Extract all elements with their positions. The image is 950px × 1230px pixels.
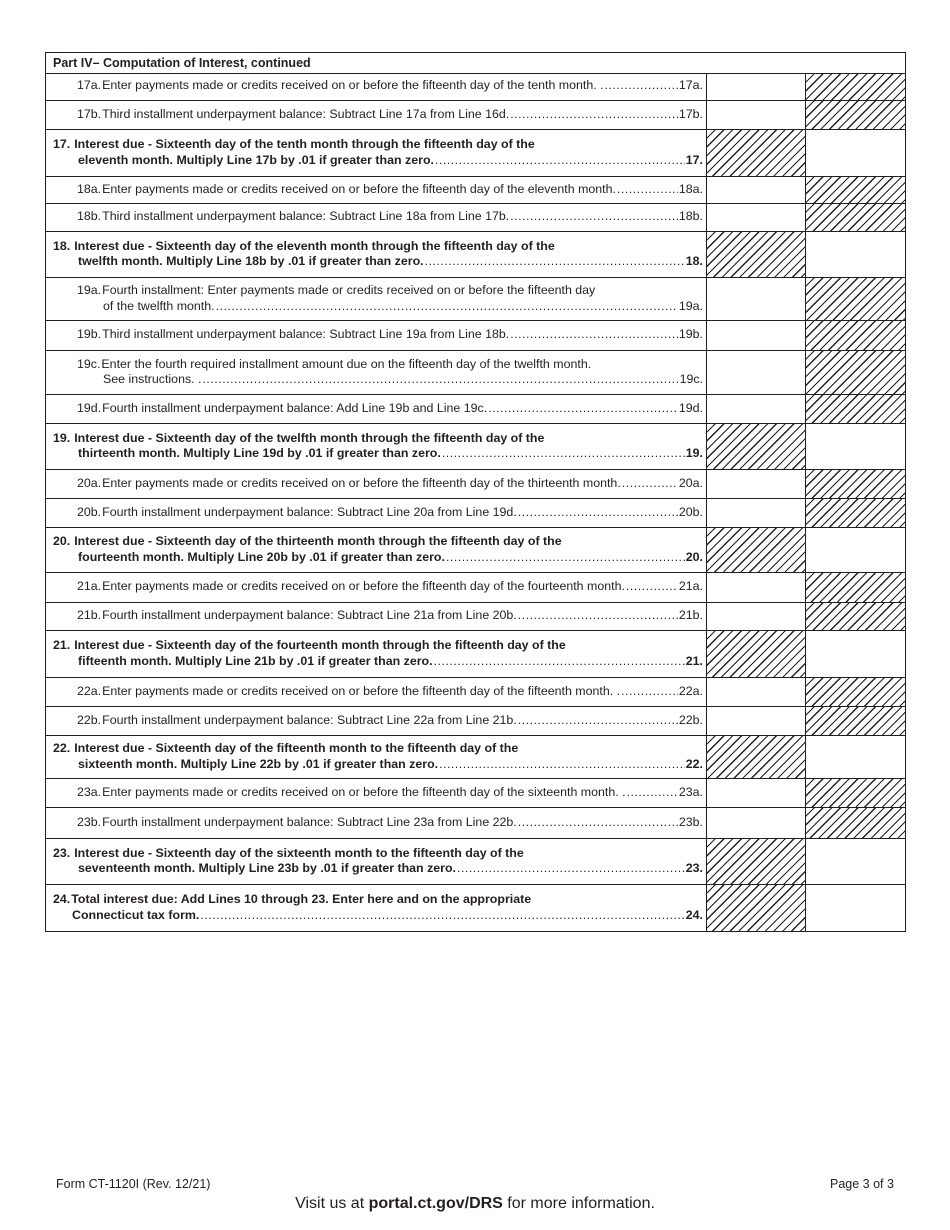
leader-dots <box>446 550 685 566</box>
line-row-21a <box>46 572 905 602</box>
line-reference: 20a. <box>678 475 703 490</box>
line-number: 17. <box>53 137 71 151</box>
line-row-23b <box>46 807 905 838</box>
leader-dots <box>622 476 678 492</box>
line-description <box>46 678 706 706</box>
line-number: 23a. <box>77 784 102 799</box>
leader-dots <box>200 908 684 924</box>
line-reference: 20. <box>685 549 703 564</box>
line-row-19d <box>46 394 905 423</box>
leader-dots <box>518 505 678 521</box>
line-text: seventeenth month. Multiply Line 23b by .01 if greater than zero. <box>78 861 456 875</box>
line-description <box>46 839 706 884</box>
line-number: 17a. <box>77 78 102 93</box>
shaded-cell <box>706 130 805 176</box>
line-number: 19a. <box>77 283 102 297</box>
line-number: 18a. <box>77 181 102 196</box>
line-number: 23. <box>53 845 71 860</box>
leader-dots <box>617 182 678 198</box>
leader-dots <box>518 815 678 831</box>
line-text: Fourth installment underpayment balance: Subtract Line 22a from Line 21b. <box>102 712 517 727</box>
line-row-18a <box>46 176 905 203</box>
shaded-cell <box>805 808 905 838</box>
line-description <box>46 631 706 677</box>
amount-field-17b[interactable] <box>706 101 805 129</box>
leader-dots <box>216 299 678 315</box>
line-row-23 <box>46 838 905 884</box>
line-text: Fourth installment underpayment balance: Subtract Line 23a from Line 22b. <box>102 814 517 829</box>
line-row-22b <box>46 706 905 735</box>
line-description <box>46 573 706 602</box>
line-text: Total interest due: Add Lines 10 through 23. Enter here and on the appropriate <box>71 892 532 906</box>
line-reference: 23b. <box>678 814 703 829</box>
line-reference: 19d. <box>678 400 703 415</box>
line-description <box>46 470 706 498</box>
line-text: of the twelfth month. <box>103 298 215 313</box>
amount-field-19[interactable] <box>805 424 905 469</box>
amount-field-23a[interactable] <box>706 779 805 807</box>
line-row-17 <box>46 129 905 176</box>
line-reference: 21a. <box>678 579 703 594</box>
shaded-cell <box>805 74 905 100</box>
line-row-21b <box>46 602 905 630</box>
line-description <box>46 528 706 572</box>
line-description <box>46 499 706 527</box>
line-description <box>46 424 706 469</box>
shaded-cell <box>805 351 905 394</box>
amount-field-23[interactable] <box>805 839 905 884</box>
line-text: Interest due - Sixteenth day of the sixteenth month to the fifteenth day of the <box>74 845 524 860</box>
leader-dots <box>621 684 678 700</box>
line-reference: 18b. <box>678 209 703 224</box>
shaded-cell <box>706 232 805 277</box>
leader-dots <box>425 254 685 270</box>
leader-dots <box>627 785 678 801</box>
shaded-cell <box>706 424 805 469</box>
leader-dots <box>510 327 678 343</box>
line-description <box>46 603 706 630</box>
line-row-18b <box>46 203 905 231</box>
line-description <box>46 177 706 203</box>
amount-field-19b[interactable] <box>706 321 805 350</box>
line-row-20a <box>46 469 905 498</box>
line-number: 21a. <box>77 579 102 594</box>
line-reference: 17b. <box>678 106 703 121</box>
line-reference: 19b. <box>678 327 703 342</box>
line-reference: 21. <box>685 653 703 668</box>
line-description <box>46 808 706 838</box>
line-text: fourteenth month. Multiply Line 20b by .01 if greater than zero. <box>78 549 445 564</box>
leader-dots <box>605 78 678 94</box>
amount-field-20[interactable] <box>805 528 905 572</box>
line-description <box>46 351 706 394</box>
shaded-cell <box>805 177 905 203</box>
amount-field-19c[interactable] <box>706 351 805 394</box>
line-text: Enter the fourth required installment amount due on the fifteenth day of the twelfth month. <box>101 356 592 371</box>
line-row-19a <box>46 277 905 320</box>
line-number: 23b. <box>77 814 102 829</box>
amount-field-19a[interactable] <box>706 278 805 320</box>
shaded-cell <box>805 321 905 350</box>
line-reference: 18. <box>685 254 703 268</box>
line-row-21 <box>46 630 905 677</box>
line-row-24 <box>46 884 905 931</box>
line-text: Fourth installment underpayment balance: Add Line 19b and Line 19c. <box>102 400 488 415</box>
line-reference: 19c. <box>679 372 703 386</box>
shaded-cell <box>805 707 905 735</box>
line-reference: 21b. <box>678 608 703 623</box>
amount-field-18a[interactable] <box>706 177 805 203</box>
amount-field-23b[interactable] <box>706 808 805 838</box>
amount-field-22a[interactable] <box>706 678 805 706</box>
line-description <box>46 707 706 735</box>
line-number: 20b. <box>77 504 102 519</box>
leader-dots <box>518 713 678 729</box>
line-description <box>46 321 706 350</box>
leader-dots <box>488 401 678 417</box>
shaded-cell <box>805 678 905 706</box>
leader-dots <box>439 757 685 773</box>
line-number: 21. <box>53 638 71 652</box>
line-reference: 18a. <box>678 181 703 196</box>
leader-dots <box>457 861 685 877</box>
shaded-cell <box>805 204 905 231</box>
amount-field-21[interactable] <box>805 631 905 677</box>
line-reference: 22. <box>685 756 703 771</box>
line-number: 19d. <box>77 400 102 415</box>
line-row-19 <box>46 423 905 469</box>
line-reference: 17a. <box>678 78 703 93</box>
leader-dots <box>510 209 678 225</box>
line-row-20b <box>46 498 905 527</box>
line-text: Fourth installment: Enter payments made or credits received on or before the fifteenth day <box>102 283 596 297</box>
shaded-cell <box>706 631 805 677</box>
line-text: sixteenth month. Multiply Line 22b by .01 if greater than zero. <box>78 756 439 771</box>
line-text: Enter payments made or credits received on or before the fifteenth day of the thirteenth month. <box>102 475 621 490</box>
visit-url[interactable]: portal.ct.gov/DRS <box>368 1195 503 1212</box>
line-reference: 23a. <box>678 784 703 799</box>
line-description <box>46 101 706 129</box>
visit-prefix: Visit us at <box>295 1195 365 1212</box>
line-description <box>46 278 706 320</box>
line-number: 18b. <box>77 209 102 224</box>
amount-field-20a[interactable] <box>706 470 805 498</box>
line-row-20 <box>46 527 905 572</box>
amount-field-24[interactable] <box>805 885 905 931</box>
line-description <box>46 232 706 277</box>
line-number: 20. <box>53 534 71 548</box>
line-row-18 <box>46 231 905 277</box>
line-description <box>46 130 706 176</box>
line-text: Enter payments made or credits received on or before the fifteenth day of the sixteenth month. . <box>102 784 626 799</box>
line-row-19b <box>46 320 905 350</box>
shaded-cell <box>805 603 905 630</box>
page-number: Page 3 of 3 <box>830 1177 894 1191</box>
line-description <box>46 885 706 931</box>
line-text: See instructions. . <box>103 372 202 386</box>
line-text: Interest due - Sixteenth day of the eleventh month through the fifteenth day of the <box>74 238 555 253</box>
amount-field-17a[interactable] <box>706 74 805 100</box>
line-number: 19b. <box>77 327 102 342</box>
shaded-cell <box>706 736 805 778</box>
leader-dots <box>202 372 678 388</box>
line-number: 20a. <box>77 475 102 490</box>
line-number: 22a. <box>77 683 102 698</box>
line-reference: 22b. <box>678 712 703 727</box>
visit-note <box>0 1195 950 1213</box>
shaded-cell <box>805 499 905 527</box>
line-reference: 17. <box>685 152 703 167</box>
line-reference: 19. <box>685 446 703 460</box>
line-reference: 23. <box>685 861 703 875</box>
line-description <box>46 204 706 231</box>
line-text: Third installment underpayment balance: Subtract Line 18a from Line 17b. <box>102 209 510 224</box>
line-text: Enter payments made or credits received on or before the fifteenth day of the fifteenth month. . <box>102 683 621 698</box>
line-text: twelfth month. Multiply Line 18b by .01 if greater than zero. <box>78 254 424 268</box>
line-row-23a <box>46 778 905 807</box>
line-description <box>46 779 706 807</box>
line-text: Interest due - Sixteenth day of the tenth month through the fifteenth day of the <box>74 137 535 151</box>
leader-dots <box>518 608 678 624</box>
line-number: 21b. <box>77 608 102 623</box>
leader-dots <box>434 654 685 670</box>
line-row-22a <box>46 677 905 706</box>
line-text: Connecticut tax form. <box>72 907 200 922</box>
line-description <box>46 736 706 778</box>
amount-field-19d[interactable] <box>706 395 805 423</box>
line-text: Interest due - Sixteenth day of the fourteenth month through the fifteenth day of the <box>74 638 566 652</box>
line-row-22 <box>46 735 905 778</box>
line-number: 24. <box>53 892 71 906</box>
shaded-cell <box>805 395 905 423</box>
shaded-cell <box>706 839 805 884</box>
line-text: fifteenth month. Multiply Line 21b by .01 if greater than zero. <box>78 653 433 668</box>
amount-field-18b[interactable] <box>706 204 805 231</box>
line-row-17a <box>46 74 905 100</box>
line-reference: 20b. <box>678 504 703 519</box>
amount-field-17[interactable] <box>805 130 905 176</box>
visit-suffix: for more information. <box>507 1195 655 1212</box>
line-text: Interest due - Sixteenth day of the thirteenth month through the fifteenth day of the <box>74 534 562 548</box>
leader-dots <box>435 153 685 169</box>
amount-field-22[interactable] <box>805 736 905 778</box>
line-text: Enter payments made or credits received on or before the fifteenth day of the fourteenth month. <box>102 579 625 594</box>
line-reference: 19a. <box>678 298 703 313</box>
shaded-cell <box>805 470 905 498</box>
part-title: Part IV– Computation of Interest, continued <box>46 53 905 74</box>
line-text: Fourth installment underpayment balance: Subtract Line 20a from Line 19d. <box>102 504 517 519</box>
form-id: Form CT-1120I (Rev. 12/21) <box>56 1177 211 1191</box>
line-number: 19. <box>53 430 71 445</box>
line-row-19c <box>46 350 905 394</box>
line-text: Interest due - Sixteenth day of the fifteenth month to the fifteenth day of the <box>74 741 519 755</box>
line-text: Enter payments made or credits received on or before the fifteenth day of the eleventh month. <box>102 181 616 196</box>
shaded-cell <box>805 573 905 602</box>
line-text: thirteenth month. Multiply Line 19d by .01 if greater than zero. <box>78 446 441 460</box>
shaded-cell <box>805 278 905 320</box>
interest-computation-form <box>45 52 906 932</box>
line-row-17b <box>46 100 905 129</box>
shaded-cell <box>706 885 805 931</box>
amount-field-20b[interactable] <box>706 499 805 527</box>
shaded-cell <box>805 101 905 129</box>
line-number: 17b. <box>77 106 102 121</box>
shaded-cell <box>805 779 905 807</box>
line-description <box>46 74 706 100</box>
form-rows <box>46 74 905 931</box>
line-number: 18. <box>53 238 71 253</box>
line-reference: 22a. <box>678 683 703 698</box>
line-text: Interest due - Sixteenth day of the twelfth month through the fifteenth day of the <box>74 430 545 445</box>
line-number: 19c. <box>77 356 101 371</box>
line-text: Enter payments made or credits received on or before the fifteenth day of the tenth month. . <box>102 78 604 93</box>
leader-dots <box>510 107 678 123</box>
amount-field-21b[interactable] <box>706 603 805 630</box>
amount-field-21a[interactable] <box>706 573 805 602</box>
line-number: 22. <box>53 741 71 755</box>
line-text: Third installment underpayment balance: Subtract Line 17a from Line 16d. <box>102 106 510 121</box>
shaded-cell <box>706 528 805 572</box>
line-reference: 24. <box>685 907 703 922</box>
amount-field-18[interactable] <box>805 232 905 277</box>
line-number: 22b. <box>77 712 102 727</box>
line-text: Third installment underpayment balance: Subtract Line 19a from Line 18b. <box>102 327 510 342</box>
amount-field-22b[interactable] <box>706 707 805 735</box>
leader-dots <box>626 579 678 595</box>
line-text: Fourth installment underpayment balance: Subtract Line 21a from Line 20b. <box>102 608 517 623</box>
line-description <box>46 395 706 423</box>
line-text: eleventh month. Multiply Line 17b by .01 if greater than zero. <box>78 152 434 167</box>
leader-dots <box>442 446 685 462</box>
